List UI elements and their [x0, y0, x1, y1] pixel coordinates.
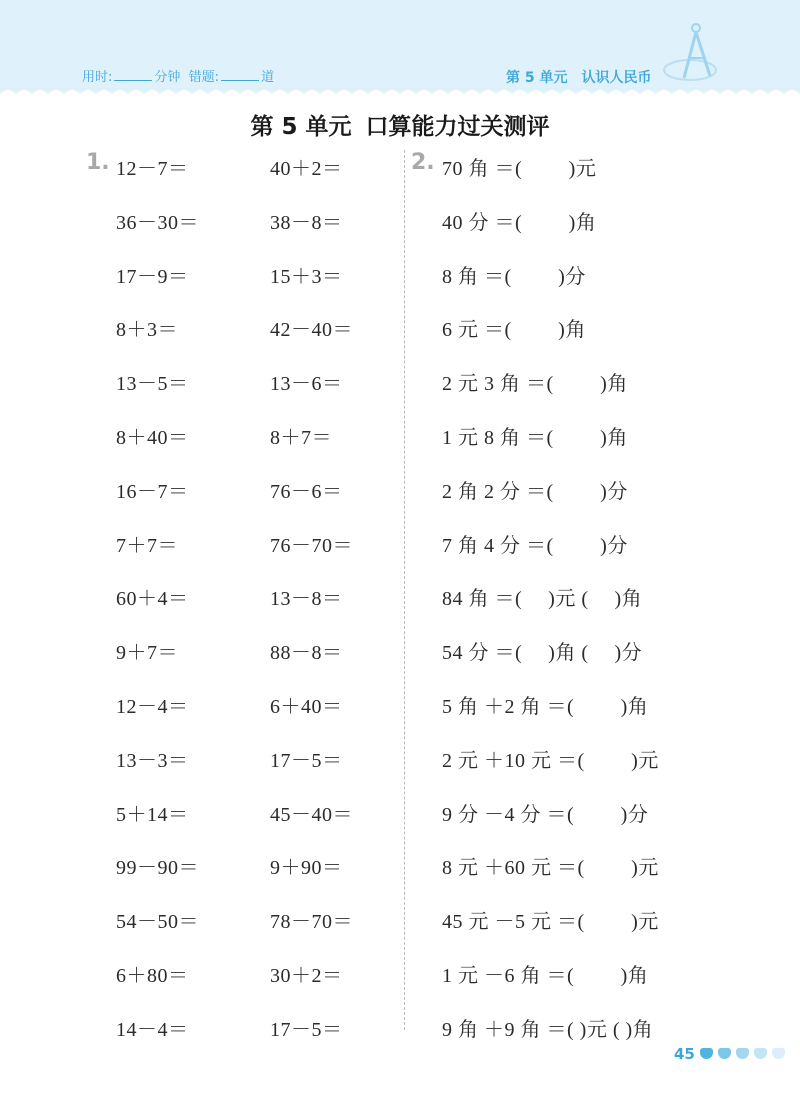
money-conversion-item: 2 元 3 角 ＝( )角 — [442, 373, 628, 396]
time-blank[interactable] — [114, 68, 152, 81]
header-band — [0, 0, 800, 100]
unit-tag — [506, 67, 652, 87]
title-unit: 第 5 单元 — [250, 114, 352, 140]
arithmetic-item: 6＋80＝ — [116, 965, 189, 987]
page-title — [0, 108, 800, 141]
page-number: 45 — [674, 1045, 695, 1063]
arithmetic-item: 12－4＝ — [116, 696, 189, 718]
arithmetic-item: 17－5＝ — [270, 1018, 343, 1041]
arithmetic-item: 30＋2＝ — [270, 965, 343, 987]
money-conversion-item: 8 元 ＋60 元 ＝( )元 — [442, 857, 659, 880]
time-label: 用时: — [82, 70, 113, 85]
arithmetic-item: 38－8＝ — [270, 211, 343, 234]
money-conversion-item: 70 角 ＝( )元 — [442, 158, 597, 180]
arithmetic-item: 54－50＝ — [116, 911, 199, 934]
page-dot — [772, 1048, 785, 1059]
arithmetic-item: 88－8＝ — [270, 642, 343, 665]
error-label: 错题: — [188, 70, 220, 85]
money-conversion-item: 84 角 ＝( )元 ( )角 — [442, 588, 643, 611]
arithmetic-item: 8＋3＝ — [116, 319, 178, 342]
money-conversion-item: 54 分 ＝( )角 ( )分 — [442, 642, 643, 665]
arithmetic-item: 7＋7＝ — [116, 534, 178, 557]
arithmetic-item: 14－4＝ — [116, 1018, 189, 1041]
money-conversion-item: 2 角 2 分 ＝( )分 — [442, 480, 628, 503]
arithmetic-item: 8＋7＝ — [270, 427, 332, 449]
count-label: 道 — [261, 70, 275, 85]
arithmetic-item: 12－7＝ — [116, 158, 189, 180]
arithmetic-item: 8＋40＝ — [116, 427, 189, 449]
page-dot — [700, 1048, 713, 1059]
arithmetic-item: 45－40＝ — [270, 803, 353, 826]
arithmetic-item: 13－3＝ — [116, 749, 189, 772]
unit-topic: 认识人民币 — [581, 70, 652, 86]
money-conversion-item: 45 元 －5 元 ＝( )元 — [442, 911, 659, 934]
arithmetic-item: 5＋14＝ — [116, 803, 189, 826]
money-conversion-item: 2 元 ＋10 元 ＝( )元 — [442, 749, 659, 772]
arithmetic-item: 60＋4＝ — [116, 588, 189, 611]
arithmetic-item: 13－6＝ — [270, 373, 343, 396]
minute-label: 分钟 — [154, 70, 181, 85]
money-conversion-item: 40 分 ＝( )角 — [442, 211, 597, 234]
question-1-number: 1. — [86, 150, 110, 175]
money-conversion-item: 9 角 ＋9 角 ＝( )元 ( )角 — [442, 1018, 654, 1041]
arithmetic-item: 78－70＝ — [270, 911, 353, 934]
column-divider — [404, 150, 405, 1030]
money-conversion-item: 9 分 －4 分 ＝( )分 — [442, 803, 649, 826]
compass-icon — [662, 18, 734, 88]
arithmetic-item: 76－6＝ — [270, 480, 343, 503]
money-conversion-item: 5 角 ＋2 角 ＝( )角 — [442, 696, 649, 718]
error-blank[interactable] — [221, 68, 259, 81]
arithmetic-item: 13－8＝ — [270, 588, 343, 611]
title-name: 口算能力过关测评 — [365, 114, 550, 140]
money-conversion-item: 1 元 8 角 ＝( )角 — [442, 427, 628, 449]
page-dot — [718, 1048, 731, 1059]
scallop-border — [0, 86, 800, 102]
page-dot — [754, 1048, 767, 1059]
arithmetic-item: 99－90＝ — [116, 857, 199, 880]
arithmetic-item: 6＋40＝ — [270, 696, 343, 718]
arithmetic-item: 42－40＝ — [270, 319, 353, 342]
arithmetic-item: 17－9＝ — [116, 265, 189, 288]
arithmetic-item: 40＋2＝ — [270, 158, 343, 180]
arithmetic-item: 17－5＝ — [270, 749, 343, 772]
money-conversion-item: 6 元 ＝( )角 — [442, 319, 586, 342]
arithmetic-item: 13－5＝ — [116, 373, 189, 396]
page-dot — [736, 1048, 749, 1059]
time-error-fields — [82, 66, 274, 85]
question-2-number: 2. — [411, 150, 435, 175]
money-conversion-item: 8 角 ＝( )分 — [442, 265, 586, 288]
arithmetic-item: 9＋90＝ — [270, 857, 343, 880]
arithmetic-item: 36－30＝ — [116, 211, 199, 234]
arithmetic-item: 76－70＝ — [270, 534, 353, 557]
unit-number: 第 5 单元 — [506, 70, 568, 86]
money-conversion-item: 1 元 －6 角 ＝( )角 — [442, 965, 649, 987]
money-conversion-item: 7 角 4 分 ＝( )分 — [442, 534, 628, 557]
arithmetic-item: 15＋3＝ — [270, 265, 343, 288]
arithmetic-item: 16－7＝ — [116, 480, 189, 503]
arithmetic-item: 9＋7＝ — [116, 642, 178, 665]
